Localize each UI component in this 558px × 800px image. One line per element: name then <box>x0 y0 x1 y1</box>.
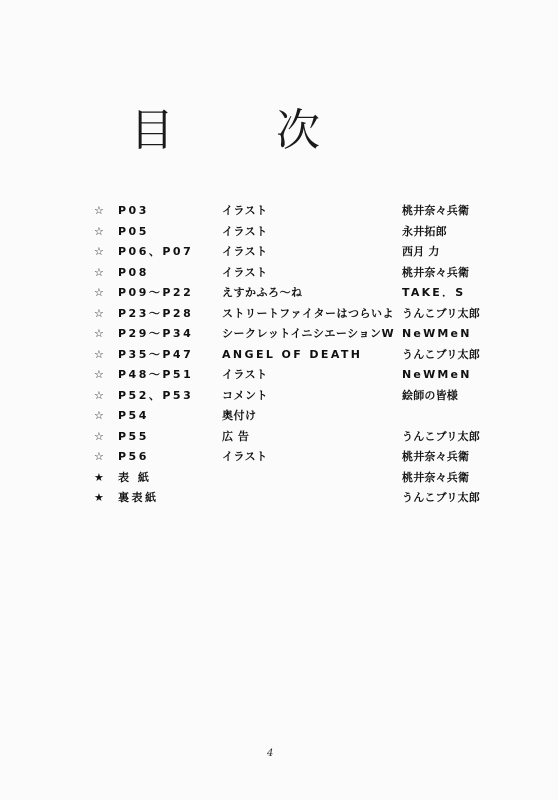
toc-pages: P06、P07 <box>118 245 194 258</box>
toc-content: イラスト <box>222 245 268 258</box>
star-icon: ☆ <box>94 450 104 463</box>
toc-pages: P05 <box>118 224 149 238</box>
star-icon: ★ <box>94 470 104 484</box>
toc-pages: P54 <box>118 409 149 422</box>
toc-author: 桃井奈々兵衛 <box>402 204 470 217</box>
toc-content: ANGEL OF DEATH <box>222 347 363 361</box>
toc-author: うんこブリ太郎 <box>402 429 480 443</box>
toc-content: 奥付け <box>222 409 257 422</box>
toc-author: 絵師の皆様 <box>402 388 458 402</box>
star-icon: ☆ <box>94 368 104 381</box>
toc-pages: 裏表紙 <box>118 491 159 504</box>
toc-row <box>94 345 494 366</box>
toc-row <box>94 468 494 489</box>
star-icon: ☆ <box>94 388 104 402</box>
page-title: 目 次 <box>130 105 364 156</box>
toc-pages: P23〜P28 <box>118 306 194 320</box>
toc-author: 桃井奈々兵衛 <box>402 265 470 279</box>
star-icon: ★ <box>94 491 104 504</box>
toc-author: うんこブリ太郎 <box>402 491 480 504</box>
toc-pages: P56 <box>118 450 149 463</box>
toc-pages: 表 紙 <box>118 470 152 484</box>
toc-pages: P35〜P47 <box>118 347 194 361</box>
toc-author: うんこブリ太郎 <box>402 347 480 361</box>
toc-author: NeWMeN <box>402 327 472 340</box>
toc-pages: P55 <box>118 429 149 443</box>
star-icon: ☆ <box>94 286 104 299</box>
star-icon: ☆ <box>94 224 104 238</box>
toc-pages: P29〜P34 <box>118 327 194 340</box>
star-icon: ☆ <box>94 245 104 258</box>
toc-row <box>94 222 494 243</box>
toc-author: 永井拓郎 <box>402 224 447 238</box>
toc-content: イラスト <box>222 224 268 238</box>
toc-content: ストリートファイターはつらいよ <box>222 306 394 320</box>
toc-row <box>94 386 494 407</box>
toc-author: NeWMeN <box>402 368 472 381</box>
star-icon: ☆ <box>94 327 104 340</box>
toc-content: イラスト <box>222 265 268 279</box>
toc-row <box>94 427 494 448</box>
toc-content: イラスト <box>222 450 268 463</box>
toc-content: イラスト <box>222 368 268 381</box>
toc-pages: P03 <box>118 204 149 217</box>
toc-content: 広 告 <box>222 429 250 443</box>
star-icon: ☆ <box>94 429 104 443</box>
star-icon: ☆ <box>94 265 104 279</box>
toc-pages: P48〜P51 <box>118 368 194 381</box>
toc-pages: P09〜P22 <box>118 286 194 299</box>
toc-author: TAKE．S <box>402 286 466 299</box>
toc-row <box>94 304 494 325</box>
toc-pages: P08 <box>118 265 149 279</box>
star-icon: ☆ <box>94 347 104 361</box>
toc-author: 西月 力 <box>402 245 440 258</box>
star-icon: ☆ <box>94 204 104 217</box>
toc-content: イラスト <box>222 204 268 217</box>
toc-row <box>94 201 494 222</box>
toc-content: えすかふろ～ね <box>222 286 303 299</box>
toc-content: シークレットイニシエーションW <box>222 327 395 340</box>
toc-row <box>94 263 494 284</box>
toc-author: 桃井奈々兵衛 <box>402 450 470 463</box>
toc-row <box>94 488 494 509</box>
toc-row <box>94 447 494 468</box>
star-icon: ☆ <box>94 409 104 422</box>
toc-row <box>94 283 494 304</box>
toc-row <box>94 406 494 427</box>
toc-content: コメント <box>222 388 268 402</box>
table-of-contents <box>94 201 494 509</box>
toc-pages: P52、P53 <box>118 388 194 402</box>
toc-row <box>94 324 494 345</box>
toc-author: 桃井奈々兵衛 <box>402 470 470 484</box>
star-icon: ☆ <box>94 306 104 320</box>
toc-row <box>94 242 494 263</box>
toc-row <box>94 365 494 386</box>
toc-author: うんこブリ太郎 <box>402 306 480 320</box>
page-number: 4 <box>267 748 274 759</box>
